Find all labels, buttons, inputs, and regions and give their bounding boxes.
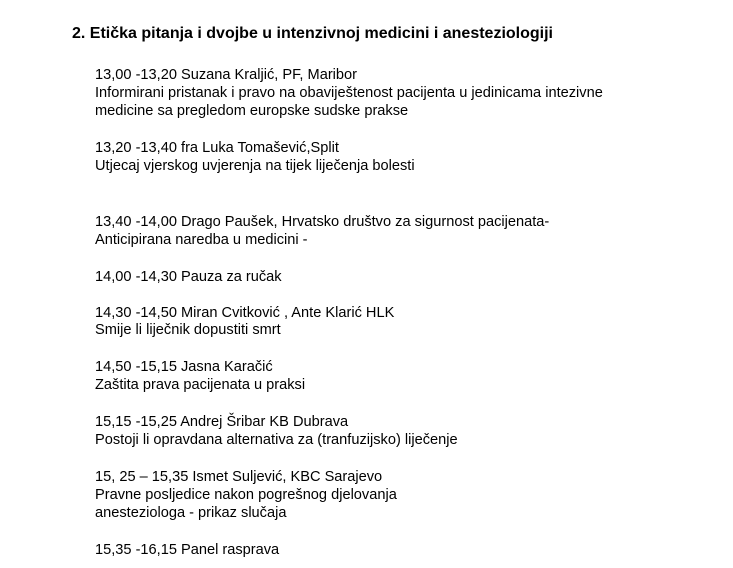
item8-title-line2: anesteziologa - prikaz slučaja (95, 505, 287, 521)
section-heading: 2. Etička pitanja i dvojbe u intenzivnoj medicini i anesteziologiji (72, 25, 553, 42)
item8-title-line1: Pravne posljedice nakon pogrešnog djelovanja (95, 487, 397, 503)
item2-time-speaker: 13,20 -13,40 fra Luka Tomašević,Split (95, 140, 339, 156)
item6-title-line1: Zaštita prava pacijenata u praksi (95, 377, 306, 393)
item2-title-line1: Utjecaj vjerskog uvjerenja na tijek liječenja bolesti (95, 158, 415, 174)
item6-time-speaker: 14,50 -15,15 Jasna Karačić (95, 359, 273, 375)
item8-time-speaker: 15, 25 – 15,35 Ismet Suljević, KBC Sarajevo (95, 469, 383, 485)
item5-title-line1: Smije li liječnik dopustiti smrt (95, 322, 281, 338)
item3-title-line1: Anticipirana naredba u medicini - (95, 232, 308, 248)
item4-time-speaker: 14,00 -14,30 Pauza za ručak (95, 269, 282, 285)
item3-time-speaker: 13,40 -14,00 Drago Paušek, Hrvatsko društvo za sigurnost pacijenata- (95, 214, 550, 230)
item1-title-line1: Informirani pristanak i pravo na obaviještenost pacijenta u jedinicama intezivne (95, 85, 603, 101)
item7-title-line1: Postoji li opravdana alternativa za (tranfuzijsko) liječenje (95, 432, 458, 448)
item1-time-speaker: 13,00 -13,20 Suzana Kraljić, PF, Maribor (95, 67, 358, 83)
item9-time-speaker: 15,35 -16,15 Panel rasprava (95, 542, 280, 558)
item5-time-speaker: 14,30 -14,50 Miran Cvitković , Ante Klarić HLK (95, 305, 395, 321)
item1-title-line2: medicine sa pregledom europske sudske prakse (95, 103, 409, 119)
item7-time-speaker: 15,15 -15,25 Andrej Šribar KB Dubrava (95, 414, 349, 430)
